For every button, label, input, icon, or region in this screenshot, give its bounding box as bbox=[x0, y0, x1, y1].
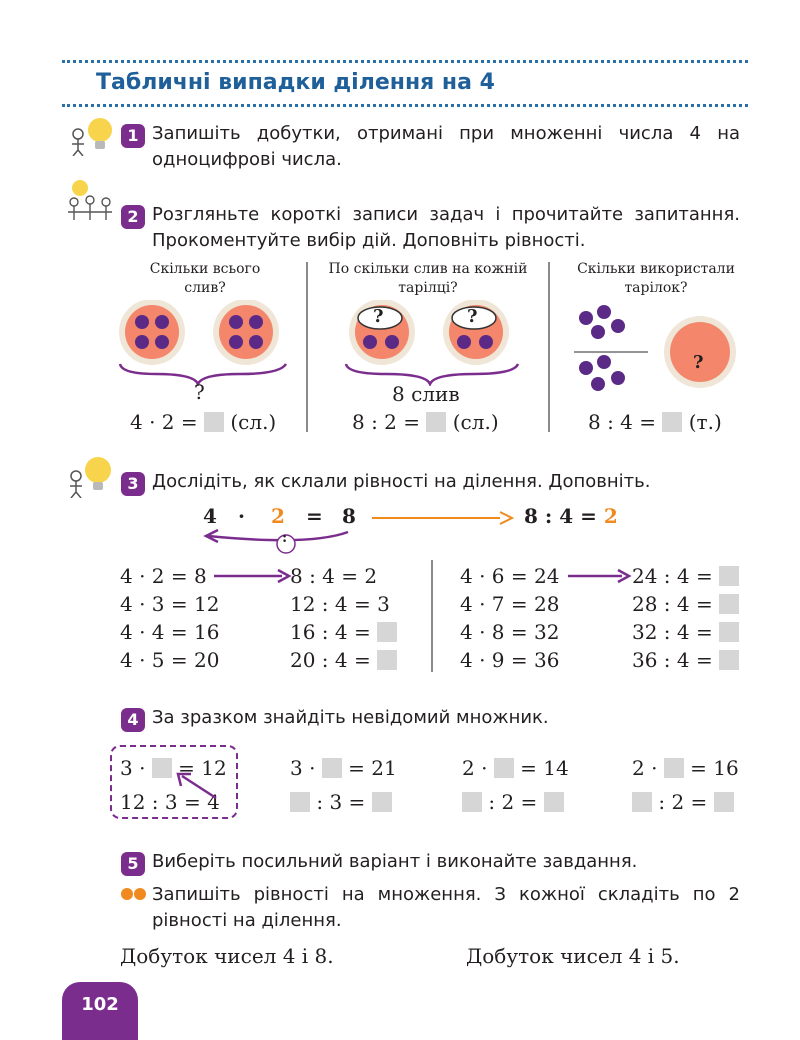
sample-b: 2 bbox=[271, 504, 285, 528]
column-divider-1 bbox=[306, 262, 308, 432]
variant-a: Добуток чисел 4 і 8. bbox=[120, 944, 334, 968]
equation-row: 4 · 4 = 16 bbox=[120, 620, 220, 644]
column-2-equation-left: 8 : 2 = bbox=[352, 410, 421, 434]
equation-row: 4 · 2 = 8 bbox=[120, 564, 207, 588]
equation-row bbox=[632, 618, 739, 646]
task-4-badge: 4 bbox=[121, 708, 145, 732]
answer-box[interactable] bbox=[662, 412, 682, 432]
answer-box[interactable] bbox=[714, 792, 734, 812]
item-bottom-text: : 2 = bbox=[488, 790, 538, 814]
group-discussion-icon bbox=[62, 178, 120, 228]
item-top-right: = 14 bbox=[520, 756, 569, 780]
task-4-text: За зразком знайдіть невідомий множник. bbox=[152, 707, 549, 728]
equation-row bbox=[632, 646, 739, 674]
column-1-unit: (сл.) bbox=[230, 410, 277, 434]
answer-box[interactable] bbox=[377, 650, 397, 670]
column-2-question: По скільки слив на кожній тарілці? bbox=[328, 261, 528, 296]
equation-row bbox=[632, 590, 739, 618]
answer-box[interactable] bbox=[664, 758, 684, 778]
equation-row: 4 · 5 = 20 bbox=[120, 648, 220, 672]
answer-box[interactable] bbox=[152, 758, 172, 778]
sample-arrow bbox=[172, 768, 222, 802]
column-1-equation bbox=[130, 410, 276, 434]
sample-c: 8 bbox=[342, 504, 356, 528]
idea-bulb-icon bbox=[62, 112, 118, 156]
task-5-subtext: Запишіть рівності на множення. З кожної складіть по 2 рівності на ділення. bbox=[152, 884, 740, 931]
answer-box[interactable] bbox=[719, 650, 739, 670]
plate-2-question-mark: ? bbox=[467, 306, 478, 327]
answer-box[interactable] bbox=[494, 758, 514, 778]
item-top bbox=[290, 754, 397, 782]
item-top-right: = 21 bbox=[348, 756, 397, 780]
sample-result-left: 8 : 4 = bbox=[524, 504, 597, 528]
item-top-left: 3 · bbox=[290, 756, 316, 780]
answer-box[interactable] bbox=[632, 792, 652, 812]
item-top-left: 2 · bbox=[462, 756, 488, 780]
plates-unknown-plums-illustration bbox=[342, 300, 522, 386]
left-division-column bbox=[290, 562, 397, 674]
equation-text: 20 : 4 = bbox=[290, 648, 371, 672]
sample-arrows bbox=[200, 508, 520, 556]
answer-box[interactable] bbox=[290, 792, 310, 812]
answer-box[interactable] bbox=[719, 622, 739, 642]
task-5-text: Виберіть посильний варіант і виконайте завдання. bbox=[152, 851, 638, 872]
sample-result bbox=[524, 504, 618, 528]
answer-box[interactable] bbox=[204, 412, 224, 432]
column-3-unit: (т.) bbox=[688, 410, 722, 434]
sample-a: 4 bbox=[203, 504, 217, 528]
column-1-mark: ? bbox=[194, 380, 205, 404]
column-2-equation bbox=[352, 410, 499, 434]
column-1-question: Скільки всього слив? bbox=[149, 261, 261, 296]
item-bottom bbox=[290, 788, 397, 816]
item-top-right: = 16 bbox=[690, 756, 739, 780]
sample-eq: = bbox=[306, 504, 323, 528]
answer-box[interactable] bbox=[322, 758, 342, 778]
item-bottom-text: : 3 = bbox=[316, 790, 366, 814]
equation-row: 12 : 4 = 3 bbox=[290, 592, 390, 616]
answer-box[interactable] bbox=[719, 594, 739, 614]
plates-with-plums-illustration bbox=[116, 300, 292, 386]
column-3-equation-left: 8 : 4 = bbox=[588, 410, 657, 434]
task-3-badge: 3 bbox=[121, 472, 145, 496]
equation-text: 16 : 4 = bbox=[290, 620, 371, 644]
plum-groups-illustration bbox=[570, 300, 750, 404]
left-multiplication-column bbox=[120, 562, 219, 674]
item-bottom bbox=[632, 788, 739, 816]
equation-row: 8 : 4 = 2 bbox=[290, 564, 378, 588]
equation-row bbox=[290, 646, 397, 674]
item-bottom-text: : 2 = bbox=[658, 790, 708, 814]
right-multiplication-column bbox=[460, 562, 559, 674]
variant-b: Добуток чисел 4 і 5. bbox=[466, 944, 680, 968]
answer-box[interactable] bbox=[426, 412, 446, 432]
task-4-item-3 bbox=[462, 754, 569, 816]
column-3-plate-mark: ? bbox=[693, 352, 704, 373]
equation-row: 4 · 3 = 12 bbox=[120, 592, 220, 616]
table-divider bbox=[431, 560, 433, 672]
equation-row: 4 · 7 = 28 bbox=[460, 592, 560, 616]
task-4-item-4 bbox=[632, 754, 739, 816]
item-top bbox=[462, 754, 569, 782]
item-top bbox=[632, 754, 739, 782]
sample-dot: · bbox=[238, 504, 245, 528]
column-3-equation bbox=[588, 410, 722, 434]
equation-row: 4 · 8 = 32 bbox=[460, 620, 560, 644]
row-arrow bbox=[212, 566, 292, 586]
item-top-left: 2 · bbox=[632, 756, 658, 780]
title-dotted-rule bbox=[62, 104, 748, 107]
item-top-right: = 12 bbox=[178, 756, 227, 780]
page-title: Табличні випадки ділення на 4 bbox=[96, 70, 495, 95]
answer-box[interactable] bbox=[462, 792, 482, 812]
equation-row bbox=[290, 618, 397, 646]
column-3-question: Скільки використали тарілок? bbox=[577, 261, 735, 296]
task-5-badge: 5 bbox=[121, 852, 145, 876]
column-2-unit: (сл.) bbox=[452, 410, 499, 434]
column-divider-2 bbox=[548, 262, 550, 432]
equation-text: 36 : 4 = bbox=[632, 648, 713, 672]
equation-text: 32 : 4 = bbox=[632, 620, 713, 644]
task-1-badge: 1 bbox=[121, 124, 145, 148]
answer-box[interactable] bbox=[372, 792, 392, 812]
row-arrow bbox=[566, 566, 632, 586]
idea-bulb-icon bbox=[62, 452, 120, 498]
task-4-item-2 bbox=[290, 754, 397, 816]
column-1-equation-left: 4 · 2 = bbox=[130, 410, 198, 434]
task-1-text: Запишіть добутки, отримані при множенні числа 4 на одноцифрові числа. bbox=[152, 123, 740, 170]
page-number: 102 bbox=[62, 982, 138, 1040]
answer-box[interactable] bbox=[719, 566, 739, 586]
equation-text: 24 : 4 = bbox=[632, 564, 713, 588]
equation-row bbox=[632, 562, 739, 590]
task-2-text: Розгляньте короткі записи задач і прочитайте запитання. Прокоментуйте вибір дій. Доповніть рівності. bbox=[152, 204, 740, 251]
sample-result-value: 2 bbox=[603, 504, 618, 528]
sample-division-sign: : bbox=[282, 530, 288, 546]
task-3-text: Дослідіть, як склали рівності на ділення. Доповніть. bbox=[152, 471, 651, 492]
equation-row: 4 · 9 = 36 bbox=[460, 648, 560, 672]
difficulty-dots-icon bbox=[120, 886, 148, 902]
task-2-badge: 2 bbox=[121, 205, 145, 229]
item-bottom bbox=[462, 788, 569, 816]
right-division-column bbox=[632, 562, 739, 674]
equation-row: 4 · 6 = 24 bbox=[460, 564, 560, 588]
item-top-left: 3 · bbox=[120, 756, 146, 780]
column-2-label: 8 слив bbox=[392, 382, 460, 406]
top-dotted-rule bbox=[62, 60, 748, 63]
answer-box[interactable] bbox=[377, 622, 397, 642]
item-bottom: 12 : 3 = 4 bbox=[120, 790, 220, 814]
equation-text: 28 : 4 = bbox=[632, 592, 713, 616]
answer-box[interactable] bbox=[544, 792, 564, 812]
plate-1-question-mark: ? bbox=[373, 306, 384, 327]
